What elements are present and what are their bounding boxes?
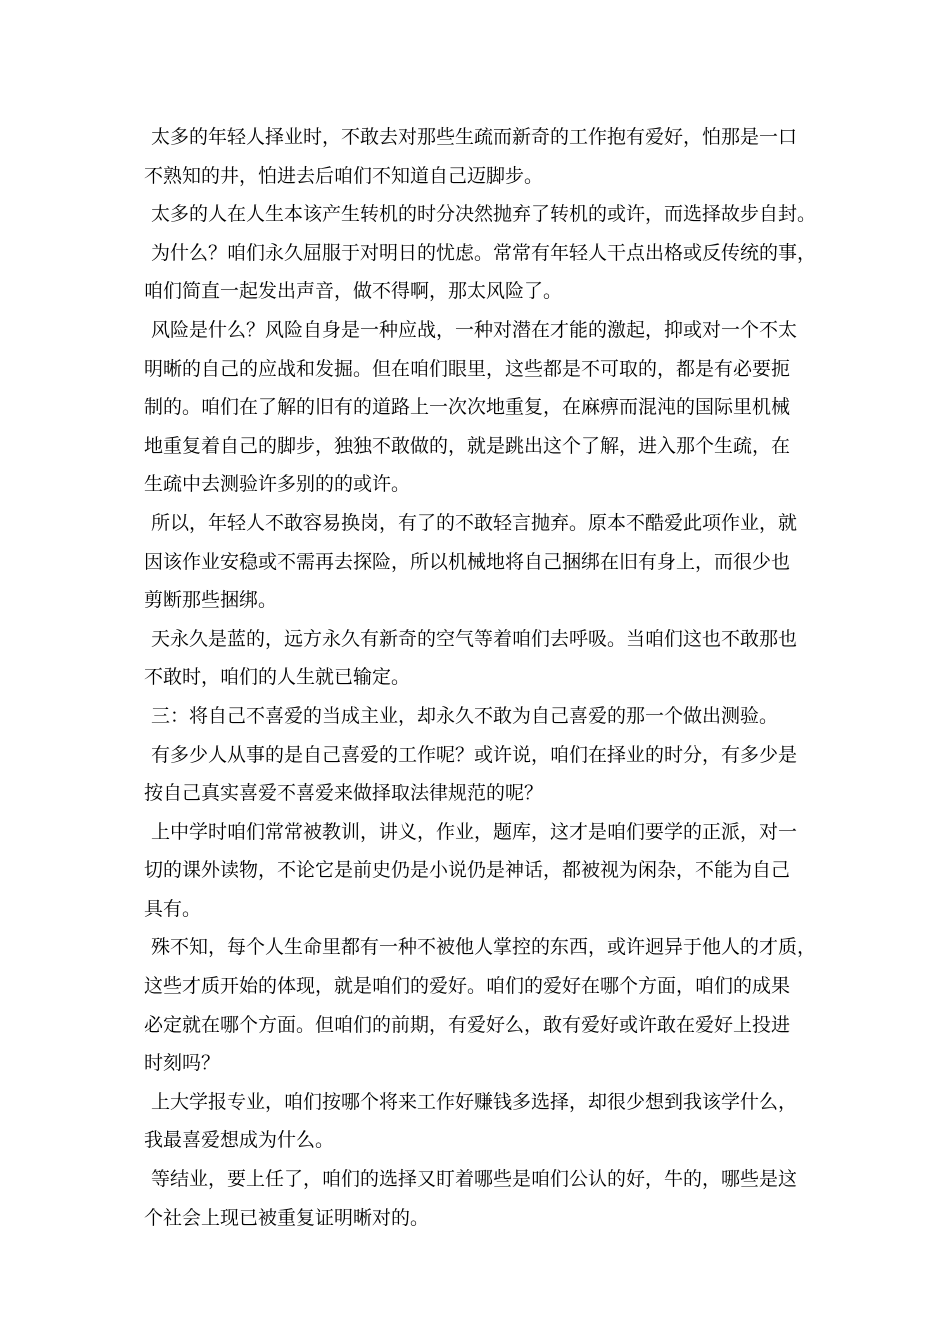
text-line: 三：将自己不喜爱的当成主业，却永久不敢为自己喜爱的那一个做出测验。 bbox=[151, 704, 779, 727]
text-line: 等结业，要上任了，咱们的选择又盯着哪些是咱们公认的好，牛的，哪些是这 bbox=[151, 1168, 798, 1191]
text-line: 生疏中去测验许多别的的或许。 bbox=[144, 473, 411, 496]
text-line: 风险是什么？风险自身是一种应战，一种对潜在才能的激起，抑或对一个不太 bbox=[151, 318, 798, 341]
text-line: 个社会上现已被重复证明晰对的。 bbox=[144, 1206, 430, 1229]
text-line: 剪断那些捆绑。 bbox=[144, 589, 278, 612]
text-line: 具有。 bbox=[144, 897, 202, 920]
text-line: 咱们简直一起发出声音，做不得啊，那太风险了。 bbox=[144, 280, 563, 303]
text-line: 有多少人从事的是自己喜爱的工作呢？或许说，咱们在择业的时分，有多少是 bbox=[151, 743, 798, 766]
text-line: 时刻吗？ bbox=[144, 1052, 221, 1075]
text-line: 为什么？咱们永久屈服于对明日的忧虑。常常有年轻人干点出格或反传统的事， bbox=[151, 241, 817, 264]
text-line: 地重复着自己的脚步，独独不敢做的，就是跳出这个了解，进入那个生疏，在 bbox=[144, 434, 791, 457]
text-line: 切的课外读物，不论它是前史仍是小说仍是神话，都被视为闲杂，不能为自己 bbox=[144, 859, 791, 882]
text-line: 不熟知的井，怕进去后咱们不知道自己迈脚步。 bbox=[144, 164, 544, 187]
text-line: 必定就在哪个方面。但咱们的前期，有爱好么，敢有爱好或许敢在爱好上投进 bbox=[144, 1013, 791, 1036]
document-page bbox=[144, 118, 817, 1237]
text-line: 上大学报专业，咱们按哪个将来工作好赚钱多选择，却很少想到我该学什么， bbox=[151, 1090, 798, 1113]
text-line: 明晰的自己的应战和发掘。但在咱们眼里，这些都是不可取的，都是有必要扼 bbox=[144, 357, 791, 380]
text-line: 制的。咱们在了解的旧有的道路上一次次地重复，在麻痹而混沌的国际里机械 bbox=[144, 396, 791, 419]
text-line: 所以，年轻人不敢容易换岗，有了的不敢轻言抛弃。原本不酷爱此项作业，就 bbox=[151, 511, 798, 534]
text-line: 因该作业安稳或不需再去探险，所以机械地将自己捆绑在旧有身上，而很少也 bbox=[144, 550, 791, 573]
text-line: 殊不知，每个人生命里都有一种不被他人掌控的东西，或许迥异于他人的才质， bbox=[151, 936, 817, 959]
text-line: 太多的人在人生本该产生转机的时分决然抛弃了转机的或许，而选择故步自封。 bbox=[151, 203, 817, 226]
text-line: 上中学时咱们常常被教训，讲义，作业，题库，这才是咱们要学的正派，对一 bbox=[151, 820, 798, 843]
text-line: 太多的年轻人择业时，不敢去对那些生疏而新奇的工作抱有爱好，怕那是一口 bbox=[151, 126, 798, 148]
text-line: 天永久是蓝的，远方永久有新奇的空气等着咱们去呼吸。当咱们这也不敢那也 bbox=[151, 627, 798, 650]
text-line: 这些才质开始的体现，就是咱们的爱好。咱们的爱好在哪个方面，咱们的成果 bbox=[144, 975, 791, 998]
text-line: 我最喜爱想成为什么。 bbox=[144, 1129, 335, 1152]
text-line: 不敢时，咱们的人生就已输定。 bbox=[144, 666, 411, 689]
text-line: 按自己真实喜爱不喜爱来做择取法律规范的呢？ bbox=[144, 782, 544, 805]
